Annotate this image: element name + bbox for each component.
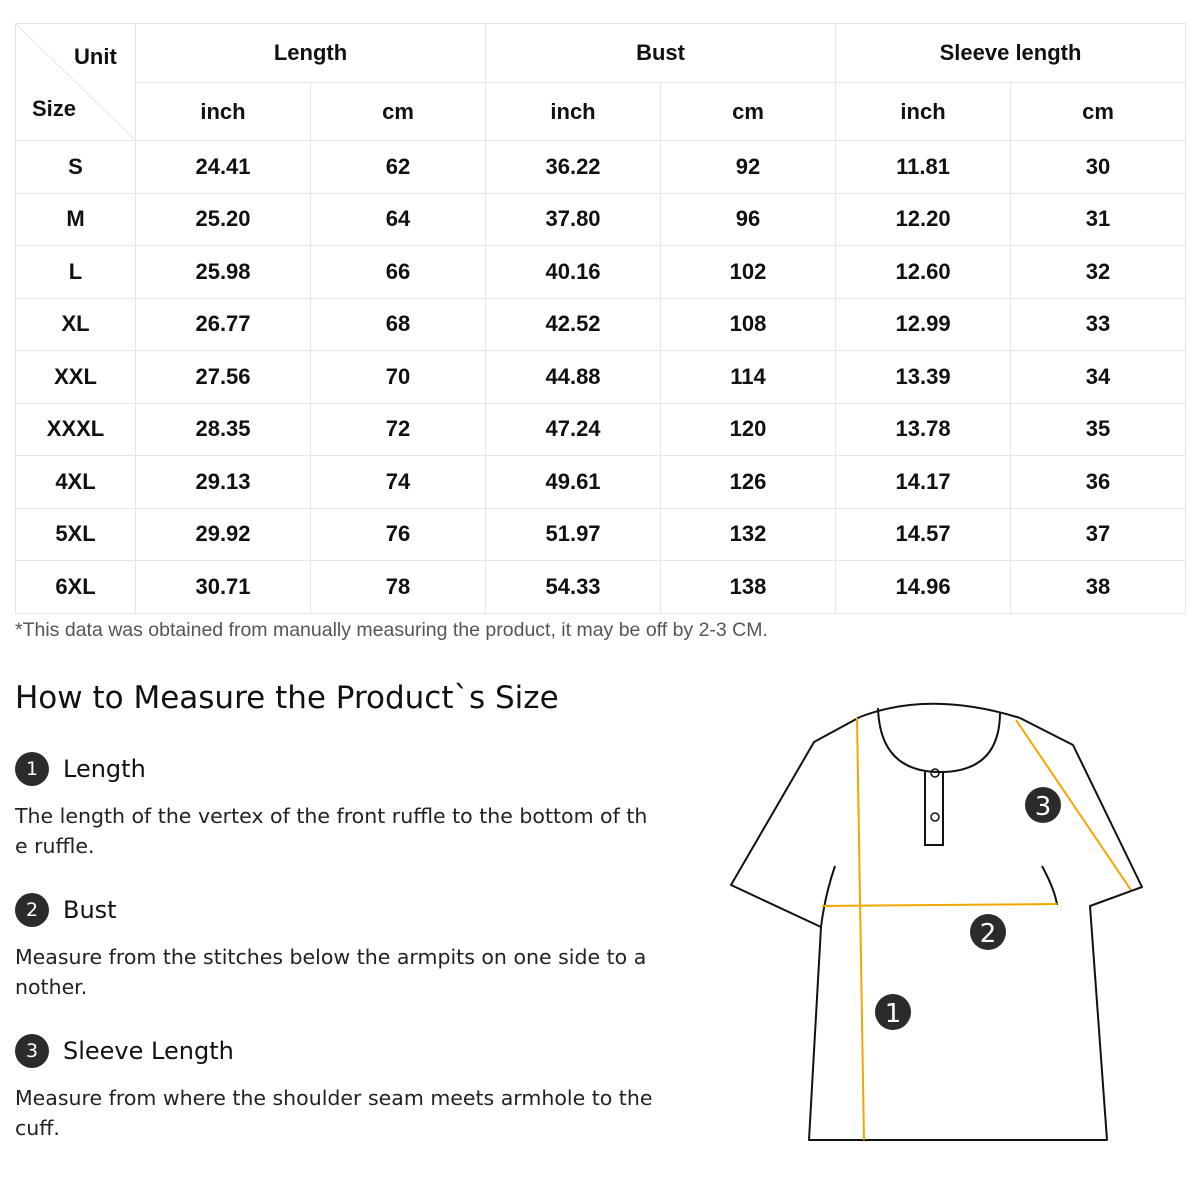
size-label: Size [32, 96, 77, 121]
unit-header: cm [661, 83, 836, 141]
measurement-cell: 102 [661, 246, 836, 299]
step-title: Length [63, 755, 146, 783]
measurement-cell: 120 [661, 403, 836, 456]
measurement-cell: 74 [311, 456, 486, 509]
marker-1 [875, 994, 911, 1030]
measurement-cell: 29.13 [136, 456, 311, 509]
marker-2 [970, 914, 1006, 950]
group-header-bust: Bust [486, 24, 836, 83]
measurement-cell: 114 [661, 351, 836, 404]
measure-line-length [857, 718, 864, 1140]
measurement-cell: 25.20 [136, 193, 311, 246]
measurement-cell: 132 [661, 508, 836, 561]
measurement-cell: 36 [1011, 456, 1186, 509]
measurement-cell: 68 [311, 298, 486, 351]
size-row [16, 298, 1186, 351]
measurement-cell: 54.33 [486, 561, 661, 614]
marker-3-label: 3 [1034, 792, 1052, 822]
measurement-cell: 12.20 [836, 193, 1011, 246]
size-cell: L [16, 246, 136, 299]
step-description: The length of the vertex of the front ruffle to the bottom of the ruffle. [15, 804, 648, 858]
measurement-cell: 66 [311, 246, 486, 299]
step-description: Measure from where the shoulder seam meets armhole to the cuff. [15, 1086, 653, 1140]
diagonal-divider [16, 24, 135, 140]
measurement-cell: 30 [1011, 141, 1186, 194]
measurement-cell: 126 [661, 456, 836, 509]
size-row [16, 351, 1186, 404]
measurement-cell: 33 [1011, 298, 1186, 351]
size-cell: M [16, 193, 136, 246]
size-cell: XXXL [16, 403, 136, 456]
measurement-cell: 92 [661, 141, 836, 194]
measurement-cell: 12.99 [836, 298, 1011, 351]
measurement-cell: 64 [311, 193, 486, 246]
unit-label: Unit [74, 44, 117, 69]
group-header-sleeve-length: Sleeve length [836, 24, 1186, 83]
marker-2-label: 2 [979, 919, 997, 949]
step-number-badge: 2 [15, 893, 49, 927]
measurement-cell: 11.81 [836, 141, 1011, 194]
measurement-cell: 13.39 [836, 351, 1011, 404]
measurement-cell: 62 [311, 141, 486, 194]
left-sleeve-seam [821, 866, 835, 927]
measurement-cell: 34 [1011, 351, 1186, 404]
button-icon [931, 813, 939, 821]
marker-1-label: 1 [884, 999, 902, 1029]
unit-header: inch [136, 83, 311, 141]
measurement-cell: 14.57 [836, 508, 1011, 561]
measurement-cell: 26.77 [136, 298, 311, 351]
size-row [16, 141, 1186, 194]
measurement-cell: 30.71 [136, 561, 311, 614]
measurement-cell: 35 [1011, 403, 1186, 456]
measurement-cell: 29.92 [136, 508, 311, 561]
size-cell: 6XL [16, 561, 136, 614]
size-row [16, 246, 1186, 299]
unit-header: inch [486, 83, 661, 141]
measurement-cell: 36.22 [486, 141, 661, 194]
size-cell: 4XL [16, 456, 136, 509]
measurement-cell: 25.98 [136, 246, 311, 299]
measurement-cell: 38 [1011, 561, 1186, 614]
unit-size-corner-cell [16, 24, 136, 141]
measurement-disclaimer: *This data was obtained from manually measuring the product, it may be off by 2-3 CM. [15, 619, 768, 641]
measurement-cell: 44.88 [486, 351, 661, 404]
measurement-cell: 108 [661, 298, 836, 351]
measurement-cell: 27.56 [136, 351, 311, 404]
step-sleeve-length [15, 1033, 665, 1143]
measure-guide-title: How to Measure the Product`s Size [15, 680, 559, 716]
step-title: Bust [63, 896, 117, 924]
shirt-placket [925, 772, 943, 845]
right-sleeve-seam [1042, 866, 1057, 905]
marker-3 [1025, 787, 1061, 823]
unit-header: cm [1011, 83, 1186, 141]
unit-header: cm [311, 83, 486, 141]
step-description: Measure from the stitches below the armpits on one side to another. [15, 945, 647, 999]
size-cell: 5XL [16, 508, 136, 561]
size-row [16, 456, 1186, 509]
size-row [16, 561, 1186, 614]
group-header-length: Length [136, 24, 486, 83]
measurement-cell: 24.41 [136, 141, 311, 194]
measurement-cell: 14.96 [836, 561, 1011, 614]
measurement-cell: 42.52 [486, 298, 661, 351]
measurement-cell: 96 [661, 193, 836, 246]
measurement-cell: 14.17 [836, 456, 1011, 509]
size-cell: S [16, 141, 136, 194]
size-row [16, 403, 1186, 456]
unit-header: inch [836, 83, 1011, 141]
shirt-collar [860, 704, 1020, 718]
measurement-cell: 13.78 [836, 403, 1011, 456]
measurement-cell: 32 [1011, 246, 1186, 299]
step-bust [15, 892, 665, 1002]
measurement-cell: 28.35 [136, 403, 311, 456]
size-chart-table [15, 23, 1186, 614]
t-shirt-outline-icon [725, 700, 1155, 1150]
step-title: Sleeve Length [63, 1037, 234, 1065]
shirt-collar-inner [878, 708, 1000, 772]
measurement-cell: 49.61 [486, 456, 661, 509]
button-icon [931, 769, 939, 777]
size-row [16, 193, 1186, 246]
step-length [15, 751, 665, 861]
measurement-cell: 76 [311, 508, 486, 561]
measurement-cell: 37 [1011, 508, 1186, 561]
measurement-cell: 47.24 [486, 403, 661, 456]
measure-line-bust [822, 904, 1057, 906]
measurement-cell: 37.80 [486, 193, 661, 246]
measurement-cell: 70 [311, 351, 486, 404]
measurement-cell: 138 [661, 561, 836, 614]
measurement-cell: 31 [1011, 193, 1186, 246]
measurement-cell: 40.16 [486, 246, 661, 299]
size-row [16, 508, 1186, 561]
step-number-badge: 1 [15, 752, 49, 786]
measurement-cell: 78 [311, 561, 486, 614]
measurement-cell: 51.97 [486, 508, 661, 561]
shirt-outline [731, 717, 1142, 1140]
measurement-cell: 72 [311, 403, 486, 456]
measurement-cell: 12.60 [836, 246, 1011, 299]
size-cell: XL [16, 298, 136, 351]
size-cell: XXL [16, 351, 136, 404]
step-number-badge: 3 [15, 1034, 49, 1068]
